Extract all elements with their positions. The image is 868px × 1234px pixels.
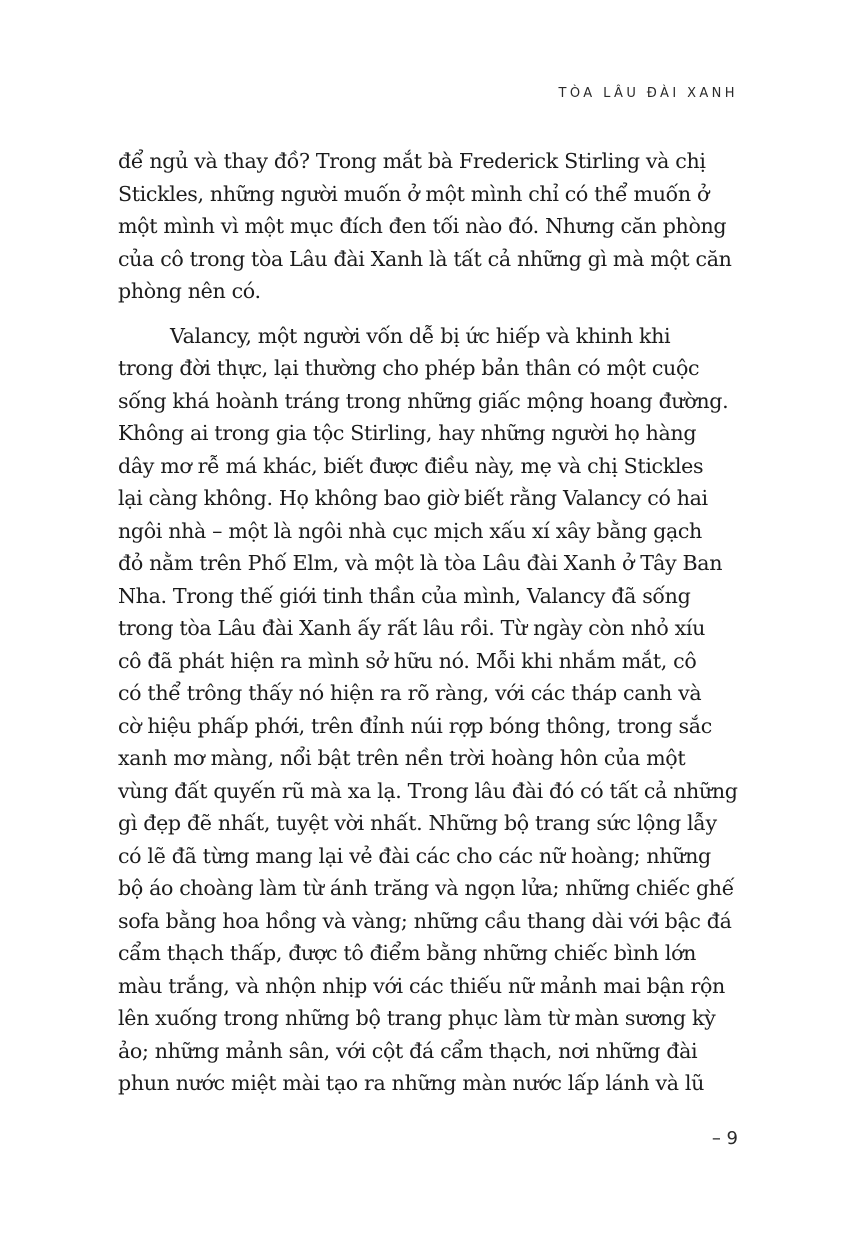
text-line: màu trắng, và nhộn nhịp với các thiếu nữ mảnh mai bận rộn [118, 973, 725, 998]
text-line: Nha. Trong thế giới tinh thần của mình, Valancy đã sống [118, 583, 691, 608]
text-line: dây mơ rễ má khác, biết được điều này, mẹ và chị Stickles [118, 453, 704, 478]
text-line: có thể trông thấy nó hiện ra rõ ràng, với các tháp canh và [118, 681, 702, 705]
text-line: đỏ nằm trên Phố Elm, và một là tòa Lâu đài Xanh ở Tây Ban [118, 551, 723, 575]
text-line: phun nước miệt mài tạo ra những màn nước lấp lánh và lũ [118, 1071, 705, 1095]
text-line: lại càng không. Họ không bao giờ biết rằng Valancy có hai [118, 486, 708, 510]
text-line-indented: Valancy, một người vốn dễ bị ức hiếp và khinh khi [170, 323, 671, 348]
text-line: lên xuống trong những bộ trang phục làm từ màn sương kỳ [118, 1006, 716, 1030]
text-line: trong đời thực, lại thường cho phép bản thân có một cuộc [118, 356, 700, 380]
text-line: xanh mơ màng, nổi bật trên nền trời hoàng hôn của một [118, 746, 686, 770]
text-line: sống khá hoành tráng trong những giấc mộng hoang đường. [118, 388, 729, 413]
text-line: cẩm thạch thấp, được tô điểm bằng những chiếc bình lớn [118, 941, 697, 965]
paragraph-1 [118, 145, 748, 308]
text-line: Stickles, những người muốn ở một mình chỉ có thể muốn ở [118, 181, 710, 206]
body-text [118, 145, 748, 1100]
text-line: sofa bằng hoa hồng và vàng; những cầu thang dài với bậc đá [118, 908, 732, 933]
text-line: ảo; những mảnh sân, với cột đá cẩm thạch, nơi những đài [118, 1038, 698, 1063]
text-line: Không ai trong gia tộc Stirling, hay những người họ hàng [118, 421, 697, 445]
text-line: vùng đất quyến rũ mà xa lạ. Trong lâu đài đó có tất cả những [118, 778, 738, 803]
text-line: gì đẹp đẽ nhất, tuyệt vời nhất. Những bộ trang sức lộng lẫy [118, 811, 717, 835]
running-header: TÒA LÂU ĐÀI XANH [558, 86, 738, 101]
text-line: phòng nên có. [118, 279, 261, 303]
text-line: bộ áo choàng làm từ ánh trăng và ngọn lửa; những chiếc ghế [118, 876, 735, 900]
text-line: của cô trong tòa Lâu đài Xanh là tất cả những gì mà một căn [118, 246, 732, 271]
text-line: cờ hiệu phấp phới, trên đỉnh núi rợp bóng thông, trong sắc [118, 713, 712, 738]
paragraph-spacer [118, 308, 748, 320]
text-line: để ngủ và thay đồ? Trong mắt bà Frederick Stirling và chị [118, 149, 706, 173]
text-line: có lẽ đã từng mang lại vẻ đài các cho các nữ hoàng; những [118, 843, 711, 868]
text-line: cô đã phát hiện ra mình sở hữu nó. Mỗi khi nhắm mắt, cô [118, 648, 697, 673]
text-line: ngôi nhà – một là ngôi nhà cục mịch xấu xí xây bằng gạch [118, 518, 702, 543]
paragraph-2 [118, 320, 748, 1100]
page-number: – 9 [711, 1128, 738, 1149]
text-line: trong tòa Lâu đài Xanh ấy rất lâu rồi. Từ ngày còn nhỏ xíu [118, 616, 706, 640]
text-line: một mình vì một mục đích đen tối nào đó. Nhưng căn phòng [118, 214, 727, 238]
